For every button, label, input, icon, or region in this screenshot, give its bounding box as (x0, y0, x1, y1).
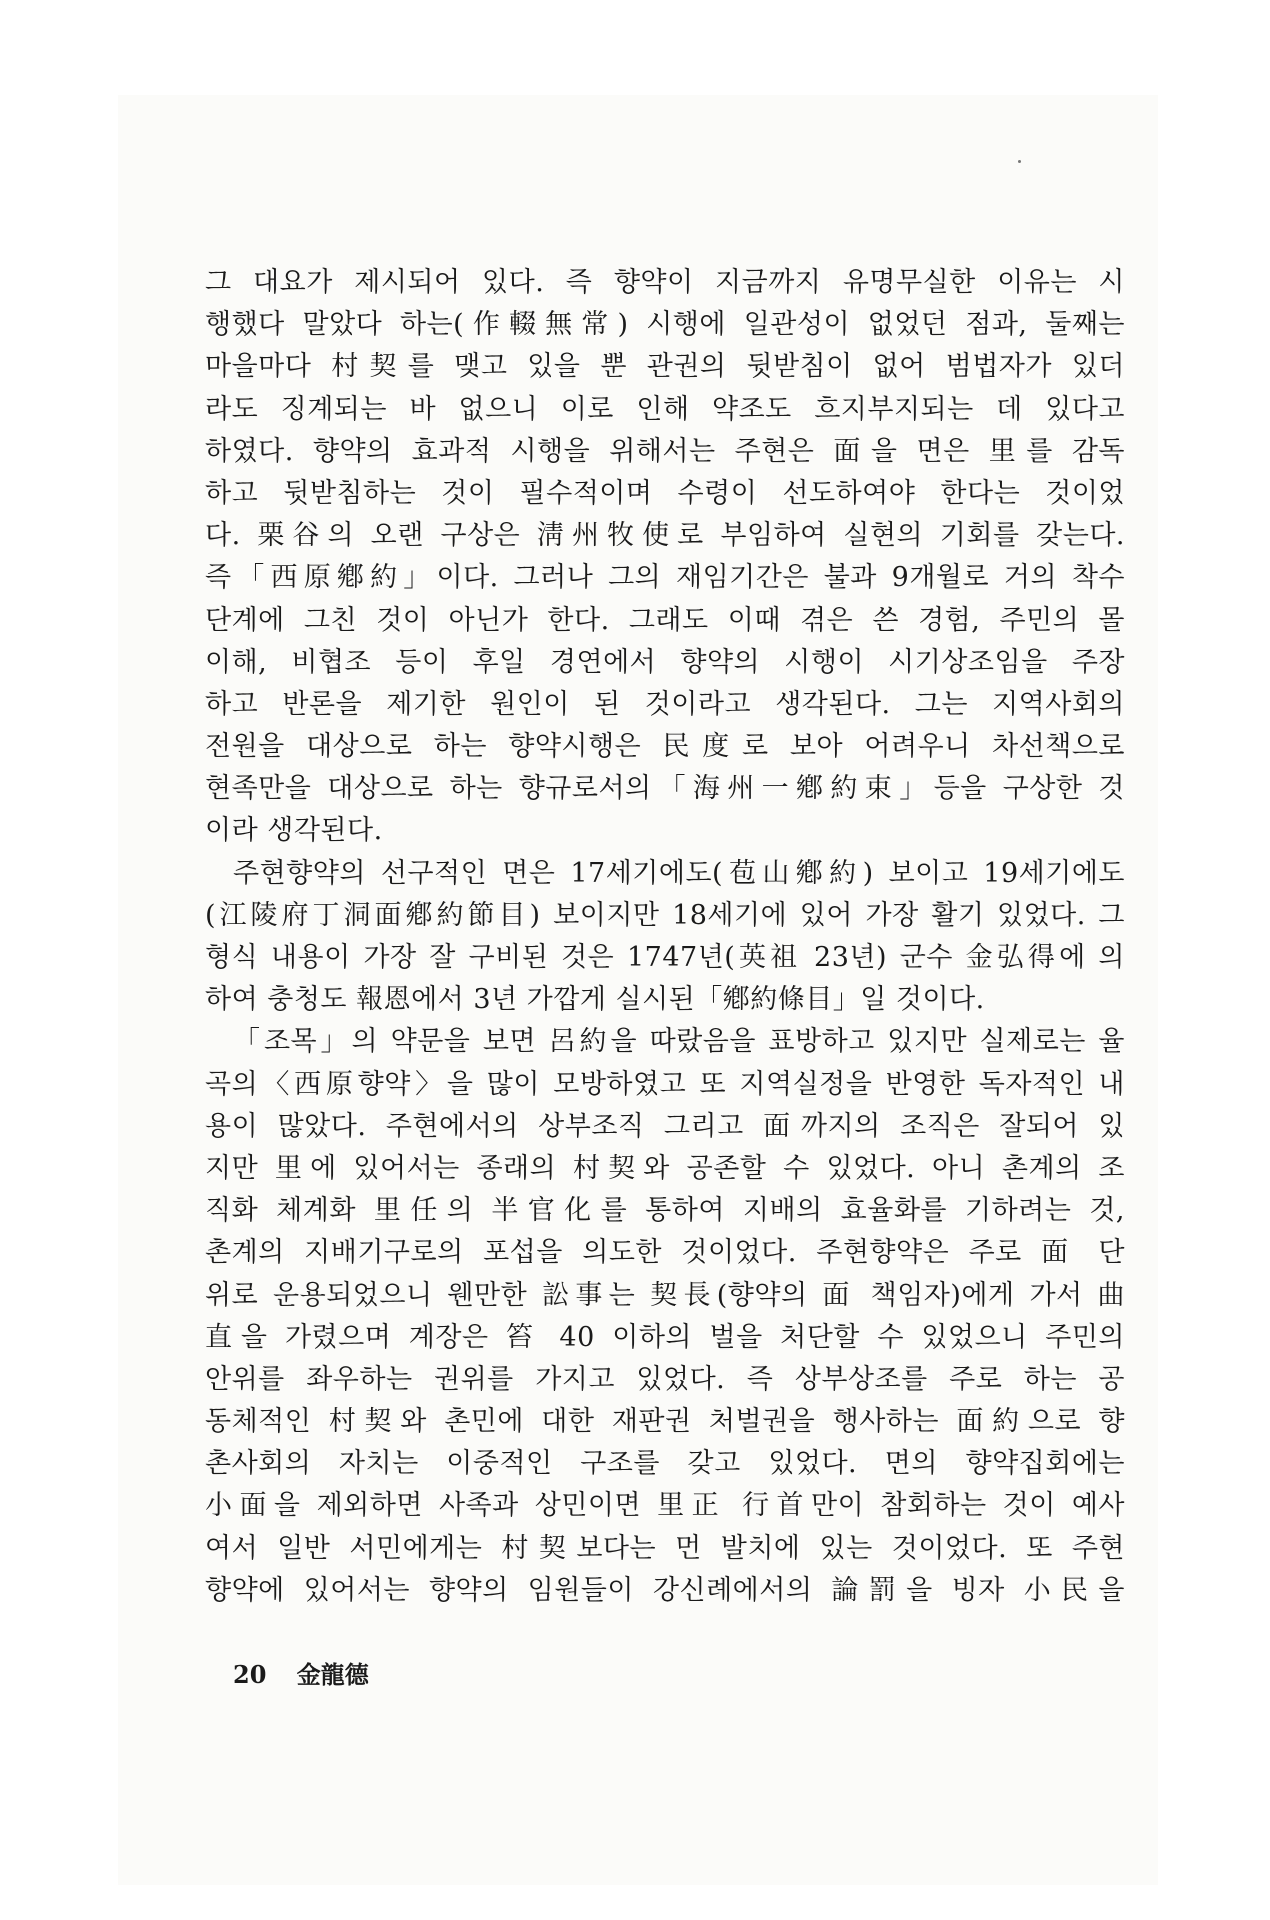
text-line: 하였다. 향약의 효과적 시행을 위해서는 주현은 面을 면은 里를 감독 (205, 435, 1125, 467)
text-line: 하고 뒷받침하는 것이 필수적이며 수령이 선도하여야 한다는 것이었 (205, 477, 1125, 509)
text-line: 여서 일반 서민에게는 村契보다는 먼 발치에 있는 것이었다. 또 주현 (205, 1532, 1125, 1564)
text-line: 형식 내용이 가장 잘 구비된 것은 1747년(英祖 23년) 군수 金弘得에 의 (205, 942, 1125, 973)
text-line: 향약에 있어서는 향약의 임원들이 강신례에서의 論罰을 빙자 小民을 (205, 1574, 1125, 1606)
text-line: 현족만을 대상으로 하는 향규로서의「海州一鄕約束」등을 구상한 것 (205, 773, 1125, 805)
text-line: 단계에 그친 것이 아닌가 한다. 그래도 이때 겪은 쓴 경험, 주민의 몰 (205, 604, 1125, 636)
text-line: 주현향약의 선구적인 면은 17세기에도(苞山鄕約) 보이고 19세기에도 (233, 857, 1125, 889)
text-line: 直을 가렸으며 계장은 笞 40 이하의 벌을 처단할 수 있었으니 주민의 (205, 1321, 1125, 1353)
text-line: 「조목」의 약문을 보면 呂約을 따랐음을 표방하고 있지만 실제로는 율 (233, 1026, 1125, 1058)
author-name: 金龍德 (296, 1660, 369, 1689)
text-line: 하여 충청도 報恩에서 3년 가깝게 실시된「鄕約條目」일 것이다. (205, 984, 985, 1016)
text-line: 지만 里에 있어서는 종래의 村契와 공존할 수 있었다. 아니 촌계의 조 (205, 1152, 1125, 1184)
paragraph-1 (205, 262, 1125, 853)
body-text (205, 262, 1125, 1612)
text-line: 이해, 비협조 등이 후일 경연에서 향약의 시행이 시기상조임을 주장 (205, 646, 1125, 678)
text-line: (江陵府丁洞面鄕約節目) 보이지만 18세기에 있어 가장 활기 있었다. 그 (205, 899, 1125, 931)
text-line: 즉「西原鄕約」이다. 그러나 그의 재임기간은 불과 9개월로 거의 착수 (205, 562, 1125, 594)
text-line: 마을마다 村契를 맺고 있을 뿐 관권의 뒷받침이 없어 범법자가 있더 (205, 351, 1125, 383)
text-line: 안위를 좌우하는 권위를 가지고 있었다. 즉 상부상조를 주로 하는 공 (205, 1363, 1125, 1395)
paragraph-2 (205, 853, 1125, 1612)
text-line: 행했다 말았다 하는(作輟無常) 시행에 일관성이 없었던 점과, 둘째는 (205, 309, 1125, 341)
page-number: 20 (233, 1660, 267, 1689)
scan-speck (1018, 160, 1021, 163)
text-line: 촌사회의 자치는 이중적인 구조를 갖고 있었다. 면의 향약집회에는 (205, 1448, 1125, 1480)
text-line: 라도 징계되는 바 없으니 이로 인해 약조도 흐지부지되는 데 있다고 (205, 393, 1125, 425)
text-line: 곡의〈西原향약〉을 많이 모방하였고 또 지역실정을 반영한 독자적인 내 (205, 1068, 1125, 1100)
text-line: 전원을 대상으로 하는 향약시행은 民度로 보아 어려우니 차선책으로 (205, 731, 1125, 763)
text-line: 촌계의 지배기구로의 포섭을 의도한 것이었다. 주현향약은 주로 面 단 (205, 1237, 1125, 1269)
text-line: 위로 운용되었으니 웬만한 訟事는 契長(향약의 面 책임자)에게 가서 曲 (205, 1279, 1125, 1311)
text-line: 직화 체계화 里任의 半官化를 통하여 지배의 효율화를 기하려는 것, (205, 1195, 1125, 1227)
text-line: 다. 栗谷의 오랜 구상은 淸州牧使로 부임하여 실현의 기회를 갖는다. (205, 520, 1125, 552)
text-line: 동체적인 村契와 촌민에 대한 재판권 처벌권을 행사하는 面約으로 향 (205, 1406, 1125, 1438)
text-line: 그 대요가 제시되어 있다. 즉 향약이 지금까지 유명무실한 이유는 시 (205, 267, 1125, 298)
text-line: 小面을 제외하면 사족과 상민이면 里正 行首만이 참회하는 것이 예사 (205, 1490, 1125, 1522)
page-footer (233, 1655, 369, 1690)
text-line: 이라 생각된다. (205, 815, 383, 847)
text-line: 하고 반론을 제기한 원인이 된 것이라고 생각된다. 그는 지역사회의 (205, 688, 1125, 720)
text-line: 용이 많았다. 주현에서의 상부조직 그리고 面까지의 조직은 잘되어 있 (205, 1110, 1125, 1142)
